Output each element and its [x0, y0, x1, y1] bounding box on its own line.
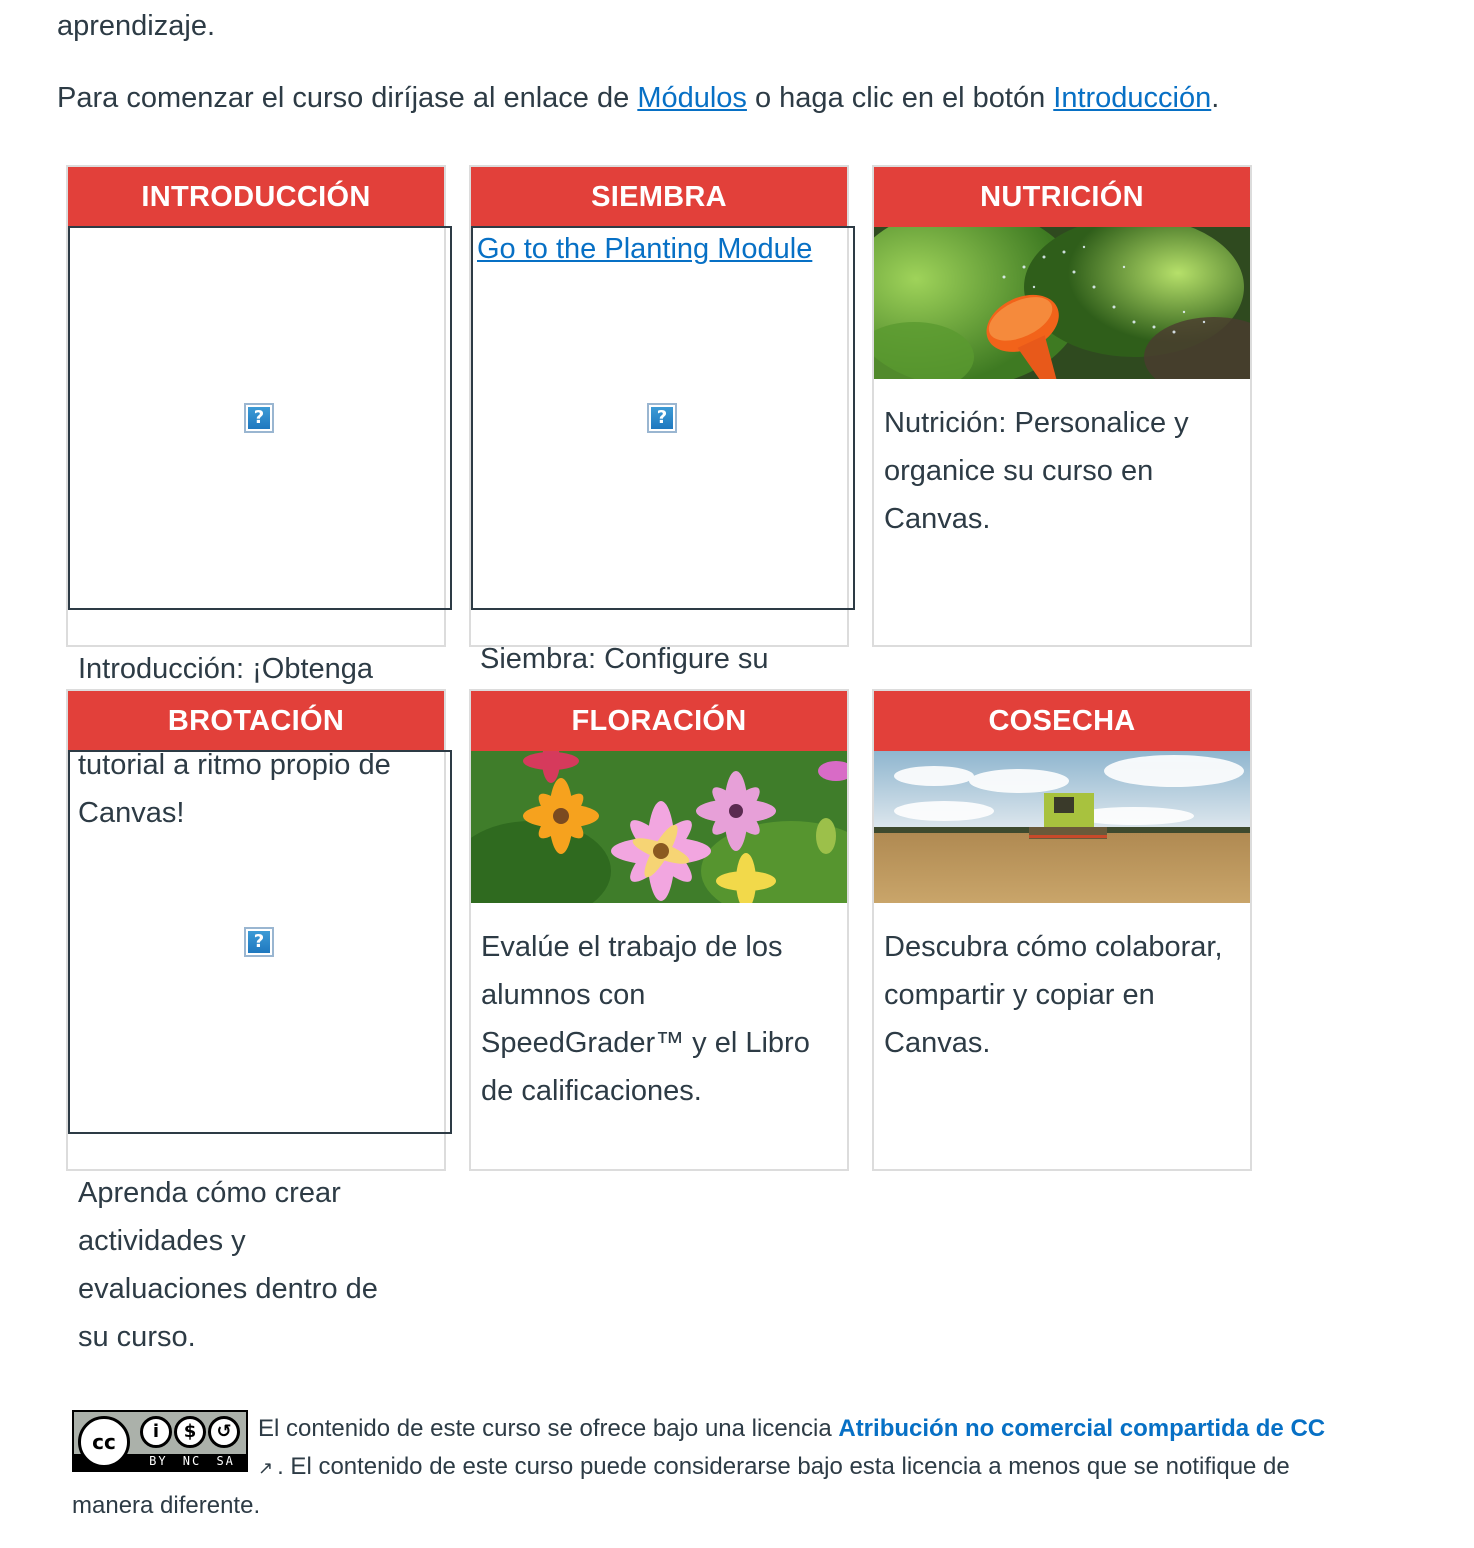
license-notice — [72, 1410, 1372, 1525]
cc-by-nc-sa-badge[interactable] — [72, 1410, 248, 1472]
modules-link[interactable]: Módulos — [637, 82, 747, 114]
noncommercial-icon: $ — [174, 1416, 206, 1448]
watering-can-photo[interactable] — [874, 227, 1250, 379]
license-suffix: . El contenido de este curso puede considerarse bajo esta licencia a menos que se notifique de manera diferente. — [72, 1453, 1290, 1519]
card-header[interactable]: BROTACIÓN — [68, 691, 444, 751]
license-prefix: El contenido de este curso se ofrece bajo una licencia — [258, 1415, 839, 1442]
card-description: Descubra cómo colaborar, compartir y copiar en Canvas. — [884, 931, 1223, 1059]
card-overflow-text: evaluaciones dentro de — [78, 1273, 378, 1305]
card-header[interactable]: SIEMBRA — [471, 167, 847, 227]
card-cosecha[interactable] — [872, 689, 1252, 1171]
card-overflow-text: Siembra: Configure su — [480, 643, 769, 675]
sharealike-icon: ↺ — [208, 1416, 240, 1448]
intro-suffix: . — [1211, 82, 1220, 114]
card-description: Evalúe el trabajo de los alumnos con SpeedGrader™ y el Libro de calificaciones. — [481, 931, 810, 1107]
card-overflow-text: Introducción: ¡Obtenga — [78, 653, 374, 685]
card-description: Nutrición: Personalice y organice su curso en Canvas. — [884, 407, 1189, 535]
card-header[interactable]: FLORACIÓN — [471, 691, 847, 751]
badge-labels: BY NC SA — [149, 1454, 235, 1468]
cc-icon: cc — [78, 1416, 130, 1468]
planting-module-link[interactable]: Go to the Planting Module — [477, 233, 813, 265]
harvester-photo[interactable] — [874, 751, 1250, 903]
card-nutricion[interactable] — [872, 165, 1252, 647]
card-floracion[interactable] — [469, 689, 849, 1171]
card-overflow-text: Canvas! — [78, 797, 185, 829]
external-link-icon: ↗ — [258, 1458, 274, 1478]
card-overflow-text: actividades y — [78, 1225, 246, 1257]
card-overflow-text: Aprenda cómo crear — [78, 1177, 341, 1209]
intro-tail-text: aprendizaje. — [57, 10, 215, 42]
card-header[interactable]: NUTRICIÓN — [874, 167, 1250, 227]
card-header[interactable]: COSECHA — [874, 691, 1250, 751]
flowers-photo[interactable] — [471, 751, 847, 903]
cc-license-link[interactable]: Atribución no comercial compartida de CC — [838, 1415, 1326, 1442]
attribution-icon: i — [140, 1416, 172, 1448]
intro-paragraph — [57, 78, 1219, 118]
broken-image-icon: ? — [244, 927, 274, 957]
card-header[interactable]: INTRODUCCIÓN — [68, 167, 444, 227]
broken-image-icon: ? — [244, 403, 274, 433]
card-overflow-text: su curso. — [78, 1321, 196, 1353]
card-overflow-text: tutorial a ritmo propio de — [78, 749, 391, 781]
broken-image-icon: ? — [647, 403, 677, 433]
intro-prefix: Para comenzar el curso diríjase al enlace de — [57, 82, 638, 114]
introduction-link[interactable]: Introducción — [1053, 82, 1212, 114]
intro-middle: o haga clic en el botón — [746, 82, 1054, 114]
